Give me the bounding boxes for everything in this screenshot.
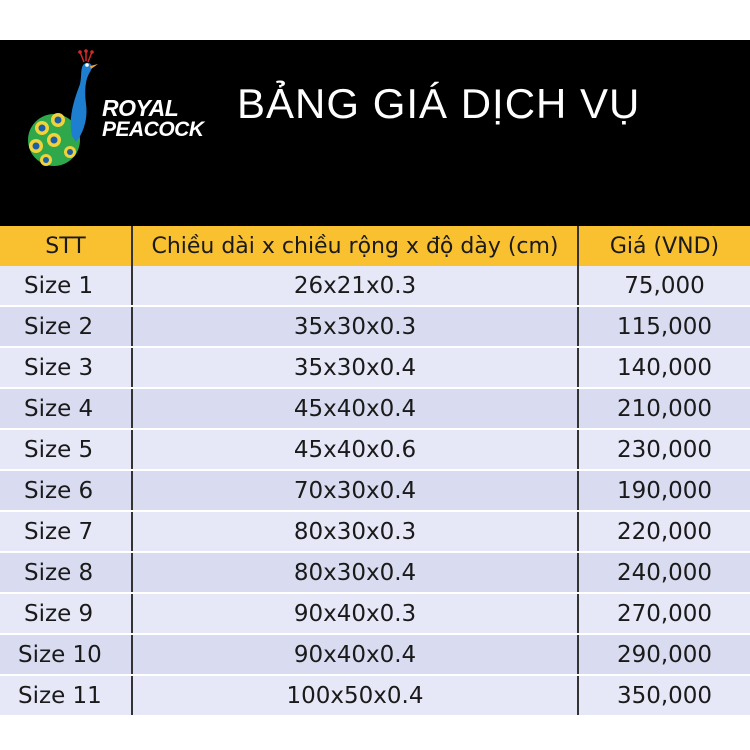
price-cell: 350,000: [578, 675, 750, 716]
price-cell: 115,000: [578, 306, 750, 347]
price-cell: 230,000: [578, 429, 750, 470]
header-banner: [0, 40, 750, 226]
table-row: [0, 552, 750, 593]
stt-cell: Size 9: [0, 593, 132, 634]
table-row: [0, 306, 750, 347]
stt-cell: Size 2: [0, 306, 132, 347]
table-row: [0, 266, 750, 306]
column-header-price: Giá (VND): [578, 226, 750, 266]
price-cell: 220,000: [578, 511, 750, 552]
dimensions-cell: 80x30x0.3: [132, 511, 578, 552]
stt-cell: Size 8: [0, 552, 132, 593]
price-table: [0, 226, 750, 717]
price-cell: 270,000: [578, 593, 750, 634]
table-header-row: [0, 226, 750, 266]
column-header-dimensions: Chiều dài x chiều rộng x độ dày (cm): [132, 226, 578, 266]
page-title: BẢNG GIÁ DỊCH VỤ: [237, 80, 641, 127]
dimensions-cell: 90x40x0.4: [132, 634, 578, 675]
table-row: [0, 675, 750, 716]
price-cell: 240,000: [578, 552, 750, 593]
price-cell: 140,000: [578, 347, 750, 388]
table-row: [0, 347, 750, 388]
brand-line-1: ROYAL: [102, 95, 179, 121]
price-cell: 290,000: [578, 634, 750, 675]
stt-cell: Size 11: [0, 675, 132, 716]
table-row: [0, 593, 750, 634]
stt-cell: Size 4: [0, 388, 132, 429]
dimensions-cell: 26x21x0.3: [132, 266, 578, 306]
dimensions-cell: 35x30x0.4: [132, 347, 578, 388]
price-cell: 75,000: [578, 266, 750, 306]
dimensions-cell: 45x40x0.4: [132, 388, 578, 429]
price-cell: 210,000: [578, 388, 750, 429]
table-row: [0, 429, 750, 470]
brand-name: [102, 95, 204, 141]
dimensions-cell: 90x40x0.3: [132, 593, 578, 634]
dimensions-cell: 70x30x0.4: [132, 470, 578, 511]
stt-cell: Size 1: [0, 266, 132, 306]
stt-cell: Size 5: [0, 429, 132, 470]
stt-cell: Size 7: [0, 511, 132, 552]
brand-line-2: PEACOCK: [102, 118, 204, 141]
table-row: [0, 470, 750, 511]
peacock-icon: [24, 48, 104, 168]
dimensions-cell: 35x30x0.3: [132, 306, 578, 347]
dimensions-cell: 100x50x0.4: [132, 675, 578, 716]
stt-cell: Size 10: [0, 634, 132, 675]
royal-peacock-logo: [24, 48, 224, 168]
table-row: [0, 634, 750, 675]
stt-cell: Size 3: [0, 347, 132, 388]
dimensions-cell: 80x30x0.4: [132, 552, 578, 593]
table-row: [0, 388, 750, 429]
table-row: [0, 511, 750, 552]
price-cell: 190,000: [578, 470, 750, 511]
stt-cell: Size 6: [0, 470, 132, 511]
column-header-stt: STT: [0, 226, 132, 266]
dimensions-cell: 45x40x0.6: [132, 429, 578, 470]
